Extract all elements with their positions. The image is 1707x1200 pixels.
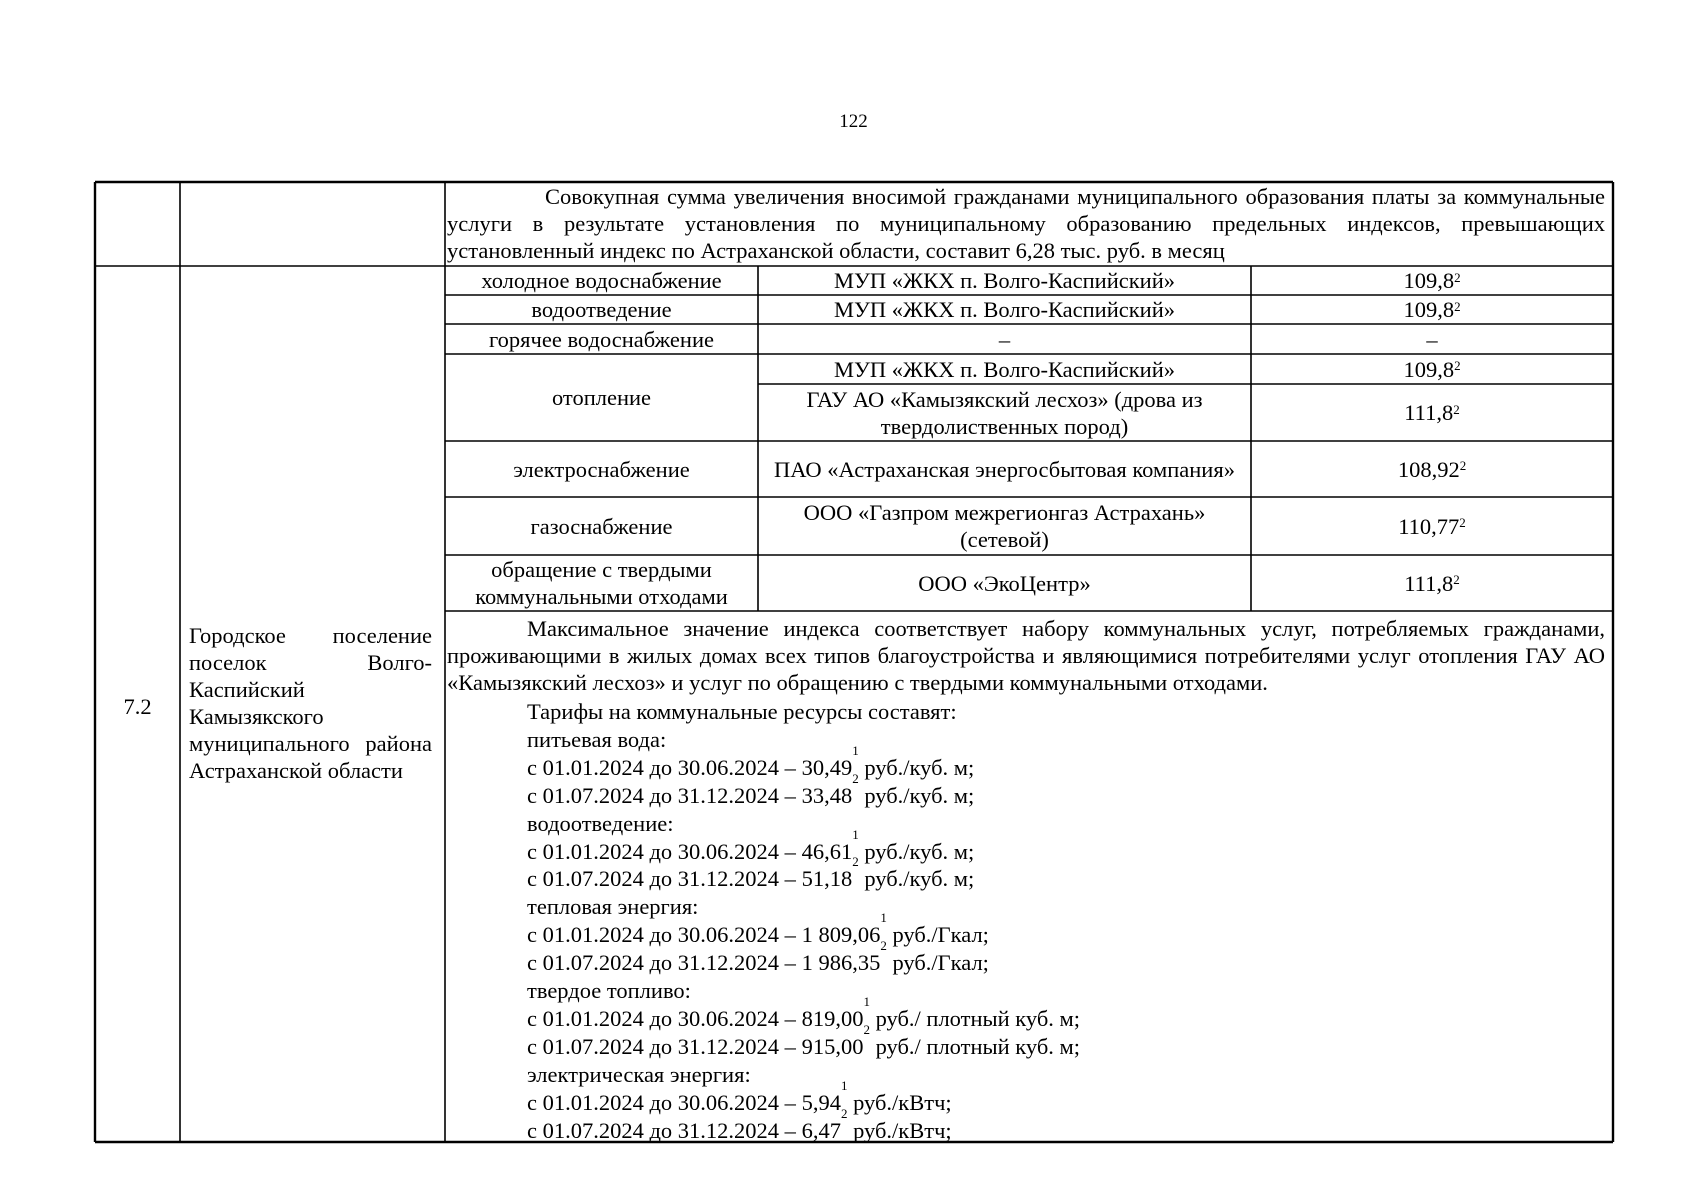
page-number: 122 xyxy=(839,111,868,132)
tariff-line: с 01.07.2024 до 31.12.2024 – 51,18$^2$ руб./куб. м; xyxy=(527,854,975,892)
service-provider: МУП «ЖКХ п. Волго-Каспийский» xyxy=(833,268,1176,293)
tariff-line: с 01.07.2024 до 31.12.2024 – 33,48$^2$ руб./куб. м; xyxy=(527,770,975,808)
service-provider: МУП «ЖКХ п. Волго-Каспийский» xyxy=(833,297,1176,322)
tariffs-intro: Тарифы на коммунальные ресурсы составят: xyxy=(527,699,957,724)
service-name: обращение с твердыми коммунальными отходами xyxy=(475,557,728,609)
service-name: электроснабжение xyxy=(513,456,690,482)
service-index: 109,8 $^2$ xyxy=(1403,297,1461,322)
service-name: отопление xyxy=(551,385,652,410)
service-index: 111,8 $^2$ xyxy=(1404,400,1460,425)
tariff-line: с 01.07.2024 до 31.12.2024 – 915,00$^2$ руб./ плотный куб. м; xyxy=(527,1021,1081,1059)
municipality-name: Городское поселение поселок Волго-Каспийский Камызякского муниципального района Астраханской области xyxy=(189,623,432,783)
tariff-line: с 01.07.2024 до 31.12.2024 – 1 986,35$^2$ руб./Гкал; xyxy=(527,938,989,976)
tariff-line: с 01.01.2024 до 30.06.2024 – 30,49$^1$ руб./куб. м; xyxy=(527,742,975,780)
service-provider: ООО «ЭкоЦентр» xyxy=(918,570,1091,596)
max-index-note: Максимальное значение индекса соответствует набору коммунальных услуг, потребляемых гражданами, проживающими в жилых домах всех типов благоустройства и являющимися потребителями услуг отопления ГАУ АО «Камызякский лесхоз» и услуг по обращению с твердыми коммунальными отходами. xyxy=(447,616,1605,695)
service-index: 110,77 $^2$ xyxy=(1398,513,1466,539)
service-name: горячее водоснабжение xyxy=(489,326,714,352)
tariff-line: с 01.07.2024 до 31.12.2024 – 6,47$^2$ руб./кВтч; xyxy=(527,1105,952,1143)
tariff-resource: питьевая вода: xyxy=(527,726,667,752)
service-provider: МУП «ЖКХ п. Волго-Каспийский» xyxy=(833,356,1176,382)
service-provider: ГАУ АО «Камызякский лесхоз» (дрова из твердолиственных пород) xyxy=(806,386,1203,439)
service-provider: – xyxy=(998,326,1011,352)
service-provider: ПАО «Астраханская энергосбытовая компания» xyxy=(774,456,1235,482)
summary-text: Совокупная сумма увеличения вносимой гражданами муниципального образования платы за коммунальные услуги в результате установления по муниципальному образованию предельных индексов, превышающих установленный индекс по Астраханской области, составит 6,28 тыс. руб. в месяц xyxy=(447,184,1605,263)
service-index: 111,8 $^2$ xyxy=(1404,570,1460,596)
service-name: холодное водоснабжение xyxy=(481,268,722,293)
service-index: 108,92 $^2$ xyxy=(1397,456,1467,482)
tariff-resource: водоотведение: xyxy=(527,810,674,836)
tariff-line: с 01.01.2024 до 30.06.2024 – 5,94$^1$ руб./кВтч; xyxy=(527,1077,952,1115)
tariff-line: с 01.01.2024 до 30.06.2024 – 46,61$^1$ руб./куб. м; xyxy=(527,826,975,864)
service-name: газоснабжение xyxy=(530,513,673,539)
service-name: водоотведение xyxy=(531,297,672,322)
tariff-line: с 01.01.2024 до 30.06.2024 – 819,00$^1$ руб./ плотный куб. м; xyxy=(527,993,1081,1031)
tariff-resource: твердое топливо: xyxy=(527,978,691,1004)
service-index: – xyxy=(1426,326,1438,352)
tariff-resource: электрическая энергия: xyxy=(527,1061,751,1087)
row-number: 7.2 xyxy=(123,693,152,719)
tariff-resource: тепловая энергия: xyxy=(527,894,699,920)
tariff-line: с 01.01.2024 до 30.06.2024 – 1 809,06$^1$ руб./Гкал; xyxy=(527,910,989,948)
service-index: 109,8 $^2$ xyxy=(1403,356,1461,382)
tariffs-list xyxy=(527,698,1527,1145)
service-index: 109,8 $^2$ xyxy=(1403,268,1461,293)
service-provider: ООО «Газпром межрегионгаз Астрахань» (сетевой) xyxy=(803,500,1206,552)
